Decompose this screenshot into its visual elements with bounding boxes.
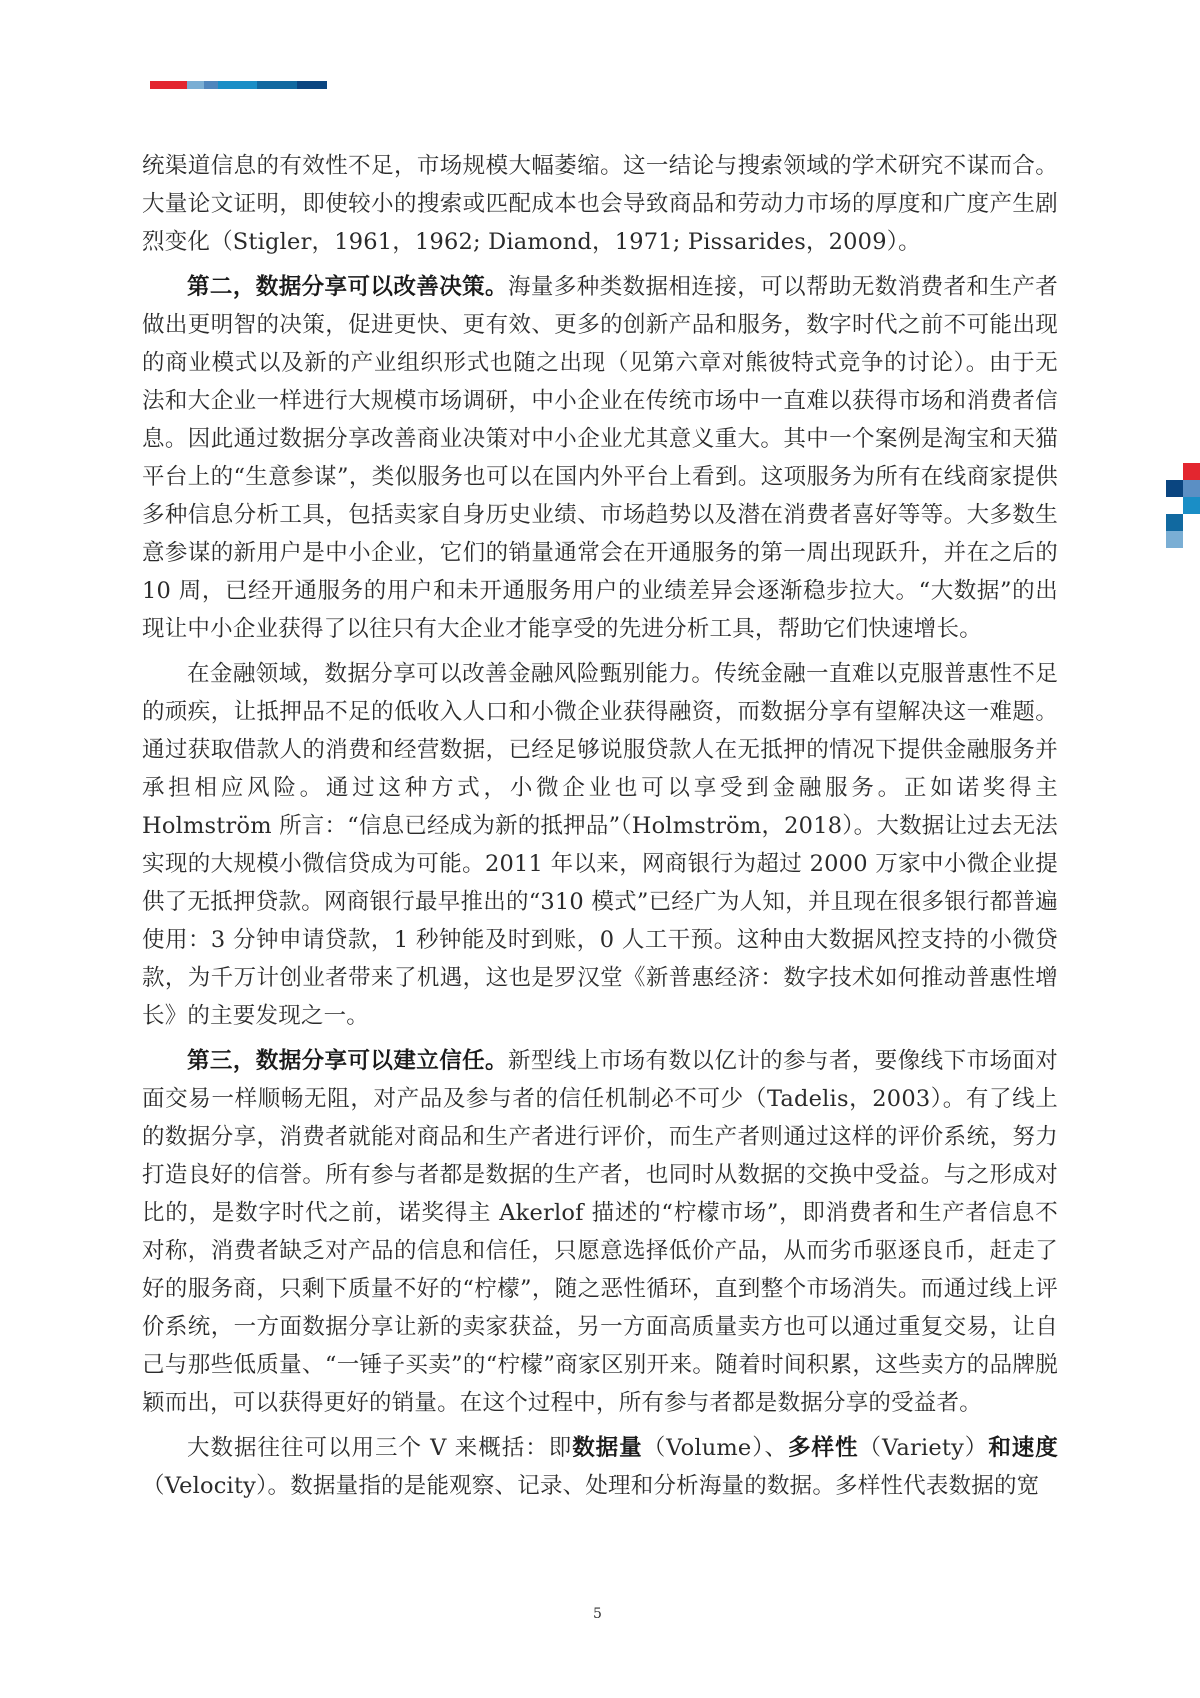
decor-square	[1166, 514, 1183, 531]
text-run: （Volume）、	[642, 1435, 788, 1461]
paragraph-2-text: 海量多种类数据相连接，可以帮助无数消费者和生产者做出更明智的决策，促进更快、更有效、更多的创新产品和服务，数字时代之前不可能出现的商业模式以及新的产业组织形式也随之出现（见第六章对熊彼特式竞争的讨论）。由于无法和大企业一样进行大规模市场调研，中小企业在传统市场中一直难以获得市场和消费者信息。因此通过数据分享改善商业决策对中小企业尤其意义重大。其中一个案例是淘宝和天猫平台上的“生意参谋”，类似服务也可以在国内外平台上看到。这项服务为所有在线商家提供多种信息分析工具，包括卖家自身历史业绩、市场趋势以及潜在消费者喜好等等。大多数生意参谋的新用户是中小企业，它们的销量通常会在开通服务的第一周出现跃升，并在之后的 10 周，已经开通服务的用户和未开通服务用户的业绩差异会逐渐稳步拉大。“大数据”的出现让中小企业获得了以往只有大企业才能享受的先进分析工具，帮助它们快速增长。	[142, 274, 1058, 642]
decor-square	[1166, 480, 1183, 497]
page-number: 5	[593, 1606, 602, 1622]
term-volume: 数据量	[572, 1435, 643, 1461]
paragraph-5	[142, 1429, 1058, 1505]
paragraph-2-lead: 第二，数据分享可以改善决策。	[187, 274, 508, 300]
term-variety: 多样性	[788, 1435, 859, 1461]
paragraph-4	[142, 1042, 1058, 1422]
paragraph-4-lead: 第三，数据分享可以建立信任。	[187, 1048, 508, 1074]
decor-square	[1183, 480, 1200, 497]
paragraph-1: 统渠道信息的有效性不足，市场规模大幅萎缩。这一结论与搜索领域的学术研究不谋而合。大量论文证明，即使较小的搜索或匹配成本也会导致商品和劳动力市场的厚度和广度产生剧烈变化（Stigler，1961，1962; Diamond，1971; Pissarides，2009）。	[142, 153, 1058, 255]
color-segment	[150, 81, 187, 89]
paragraph-3: 在金融领域，数据分享可以改善金融风险甄别能力。传统金融一直难以克服普惠性不足的顽疾，让抵押品不足的低收入人口和小微企业获得融资，而数据分享有望解决这一难题。通过获取借款人的消费和经营数据，已经足够说服贷款人在无抵押的情况下提供金融服务并承担相应风险。通过这种方式，小微企业也可以享受到金融服务。正如诺奖得主 Holmström 所言：“信息已经成为新的抵押品”（Holmström，2018）。大数据让过去无法实现的大规模小微信贷成为可能。2011 年以来，网商银行为超过 2000 万家中小微企业提供了无抵押贷款。网商银行最早推出的“310 模式”已经广为人知，并且现在很多银行都普遍使用：3 分钟申请贷款，1 秒钟能及时到账，0 人工干预。这种由大数据风控支持的小微贷款，为千万计创业者带来了机遇，这也是罗汉堂《新普惠经济：数字技术如何推动普惠性增长》的主要发现之一。	[142, 661, 1058, 1029]
decor-square	[1183, 463, 1200, 480]
side-pixel-decoration	[1166, 463, 1200, 549]
text-run: 大数据往往可以用三个 V 来概括：即	[187, 1435, 573, 1461]
text-run: （Variety）	[858, 1435, 989, 1461]
document-body	[142, 147, 1058, 1512]
header-color-bar	[150, 81, 327, 89]
color-segment	[204, 81, 218, 89]
text-run: （Velocity）。数据量指的是能观察、记录、处理和分析海量的数据。多样性代表数据的宽	[142, 1473, 1040, 1499]
decor-square	[1183, 497, 1200, 514]
decor-square	[1166, 531, 1183, 548]
color-segment	[257, 81, 297, 89]
paragraph-2	[142, 268, 1058, 648]
color-segment	[218, 81, 257, 89]
paragraph-4-text: 新型线上市场有数以亿计的参与者，要像线下市场面对面交易一样顺畅无阻，对产品及参与者的信任机制必不可少（Tadelis，2003）。有了线上的数据分享，消费者就能对商品和生产者进行评价，而生产者则通过这样的评价系统，努力打造良好的信誉。所有参与者都是数据的生产者，也同时从数据的交换中受益。与之形成对比的，是数字时代之前，诺奖得主 Akerlof 描述的“柠檬市场”，即消费者和生产者信息不对称，消费者缺乏对产品的信息和信任，只愿意选择低价产品，从而劣币驱逐良币，赶走了好的服务商，只剩下质量不好的“柠檬”，随之恶性循环，直到整个市场消失。而通过线上评价系统，一方面数据分享让新的卖家获益，另一方面高质量卖方也可以通过重复交易，让自己与那些低质量、“一锤子买卖”的“柠檬”商家区别开来。随着时间积累，这些卖方的品牌脱颖而出，可以获得更好的销量。在这个过程中，所有参与者都是数据分享的受益者。	[142, 1048, 1058, 1416]
color-segment	[187, 81, 204, 89]
color-segment	[297, 81, 327, 89]
term-velocity: 和速度	[988, 1435, 1059, 1461]
